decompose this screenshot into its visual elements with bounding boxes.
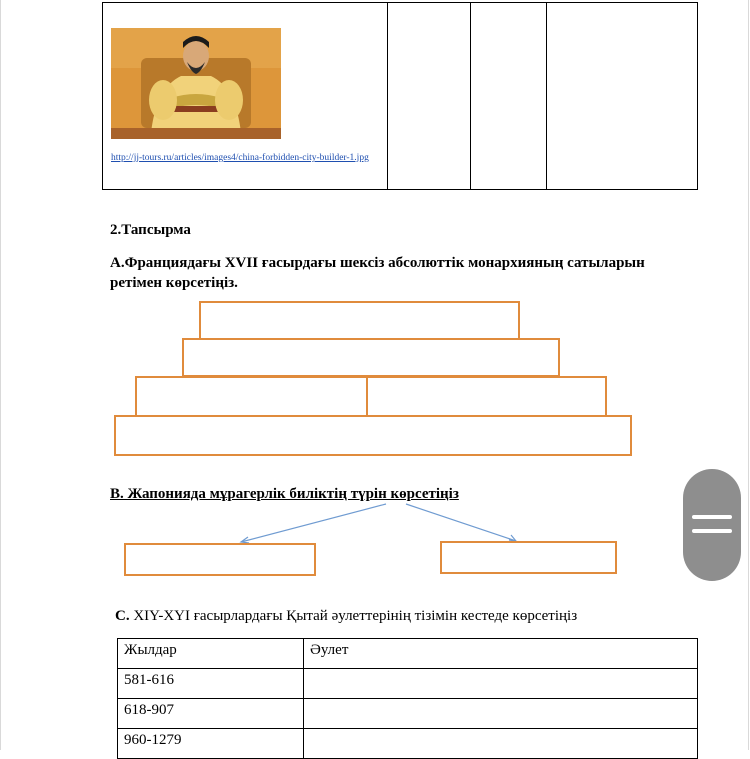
table-header-row — [118, 639, 698, 669]
row-dynasty-cell[interactable] — [304, 699, 698, 729]
top-table — [102, 2, 698, 190]
page-edge-right — [748, 0, 749, 750]
emperor-portrait-image — [111, 28, 281, 139]
row-dynasty-cell[interactable] — [304, 669, 698, 699]
row-years-cell: 960-1279 — [118, 729, 304, 759]
inheritance-type-right-box[interactable] — [440, 541, 617, 574]
table-column-divider — [546, 3, 547, 189]
left-arrow-line — [241, 504, 386, 542]
emperor-portrait-illustration — [111, 28, 281, 139]
table-row — [118, 669, 698, 699]
table-column-divider — [470, 3, 471, 189]
table-column-divider — [387, 3, 388, 189]
pyramid-level-3-right-box[interactable] — [366, 376, 607, 417]
header-years: Жылдар — [118, 639, 304, 669]
pyramid-level-1-box[interactable] — [199, 301, 520, 340]
menu-handle-icon-bar — [692, 529, 732, 533]
task-a-heading: А.Франциядағы XVII ғасырдағы шексіз абсолюттік монархияның сатыларын ретімен көрсетіңіз. — [110, 255, 645, 291]
pyramid-level-3-left-box[interactable] — [135, 376, 368, 417]
task-c-heading — [115, 608, 577, 625]
page-edge-left — [0, 0, 1, 750]
task-title: 2.Тапсырма — [110, 222, 191, 238]
inheritance-type-left-box[interactable] — [124, 543, 316, 576]
pyramid-level-2-box[interactable] — [182, 338, 560, 377]
row-years-cell: 618-907 — [118, 699, 304, 729]
row-years-cell: 581-616 — [118, 669, 304, 699]
menu-handle-icon-bar — [692, 515, 732, 519]
task-b-heading: В. Жапонияда мұрагерлік биліктің түрін көрсетіңіз — [110, 486, 459, 502]
image-source-link[interactable]: http://jj-tours.ru/articles/images4/china-forbidden-city-builder-1.jpg — [111, 153, 369, 163]
pyramid-level-4-box[interactable] — [114, 415, 632, 456]
table-row — [118, 729, 698, 759]
header-dynasty: Әулет — [304, 639, 698, 669]
task-c-letter: С. — [115, 608, 130, 624]
menu-handle-button[interactable] — [683, 469, 741, 581]
task-c-text: XIY-XYI ғасырлардағы Қытай әулеттерінің тізімін кестеде көрсетіңіз — [129, 608, 578, 624]
table-row — [118, 699, 698, 729]
row-dynasty-cell[interactable] — [304, 729, 698, 759]
right-arrow-line — [406, 504, 516, 541]
dynasty-table — [117, 638, 698, 759]
